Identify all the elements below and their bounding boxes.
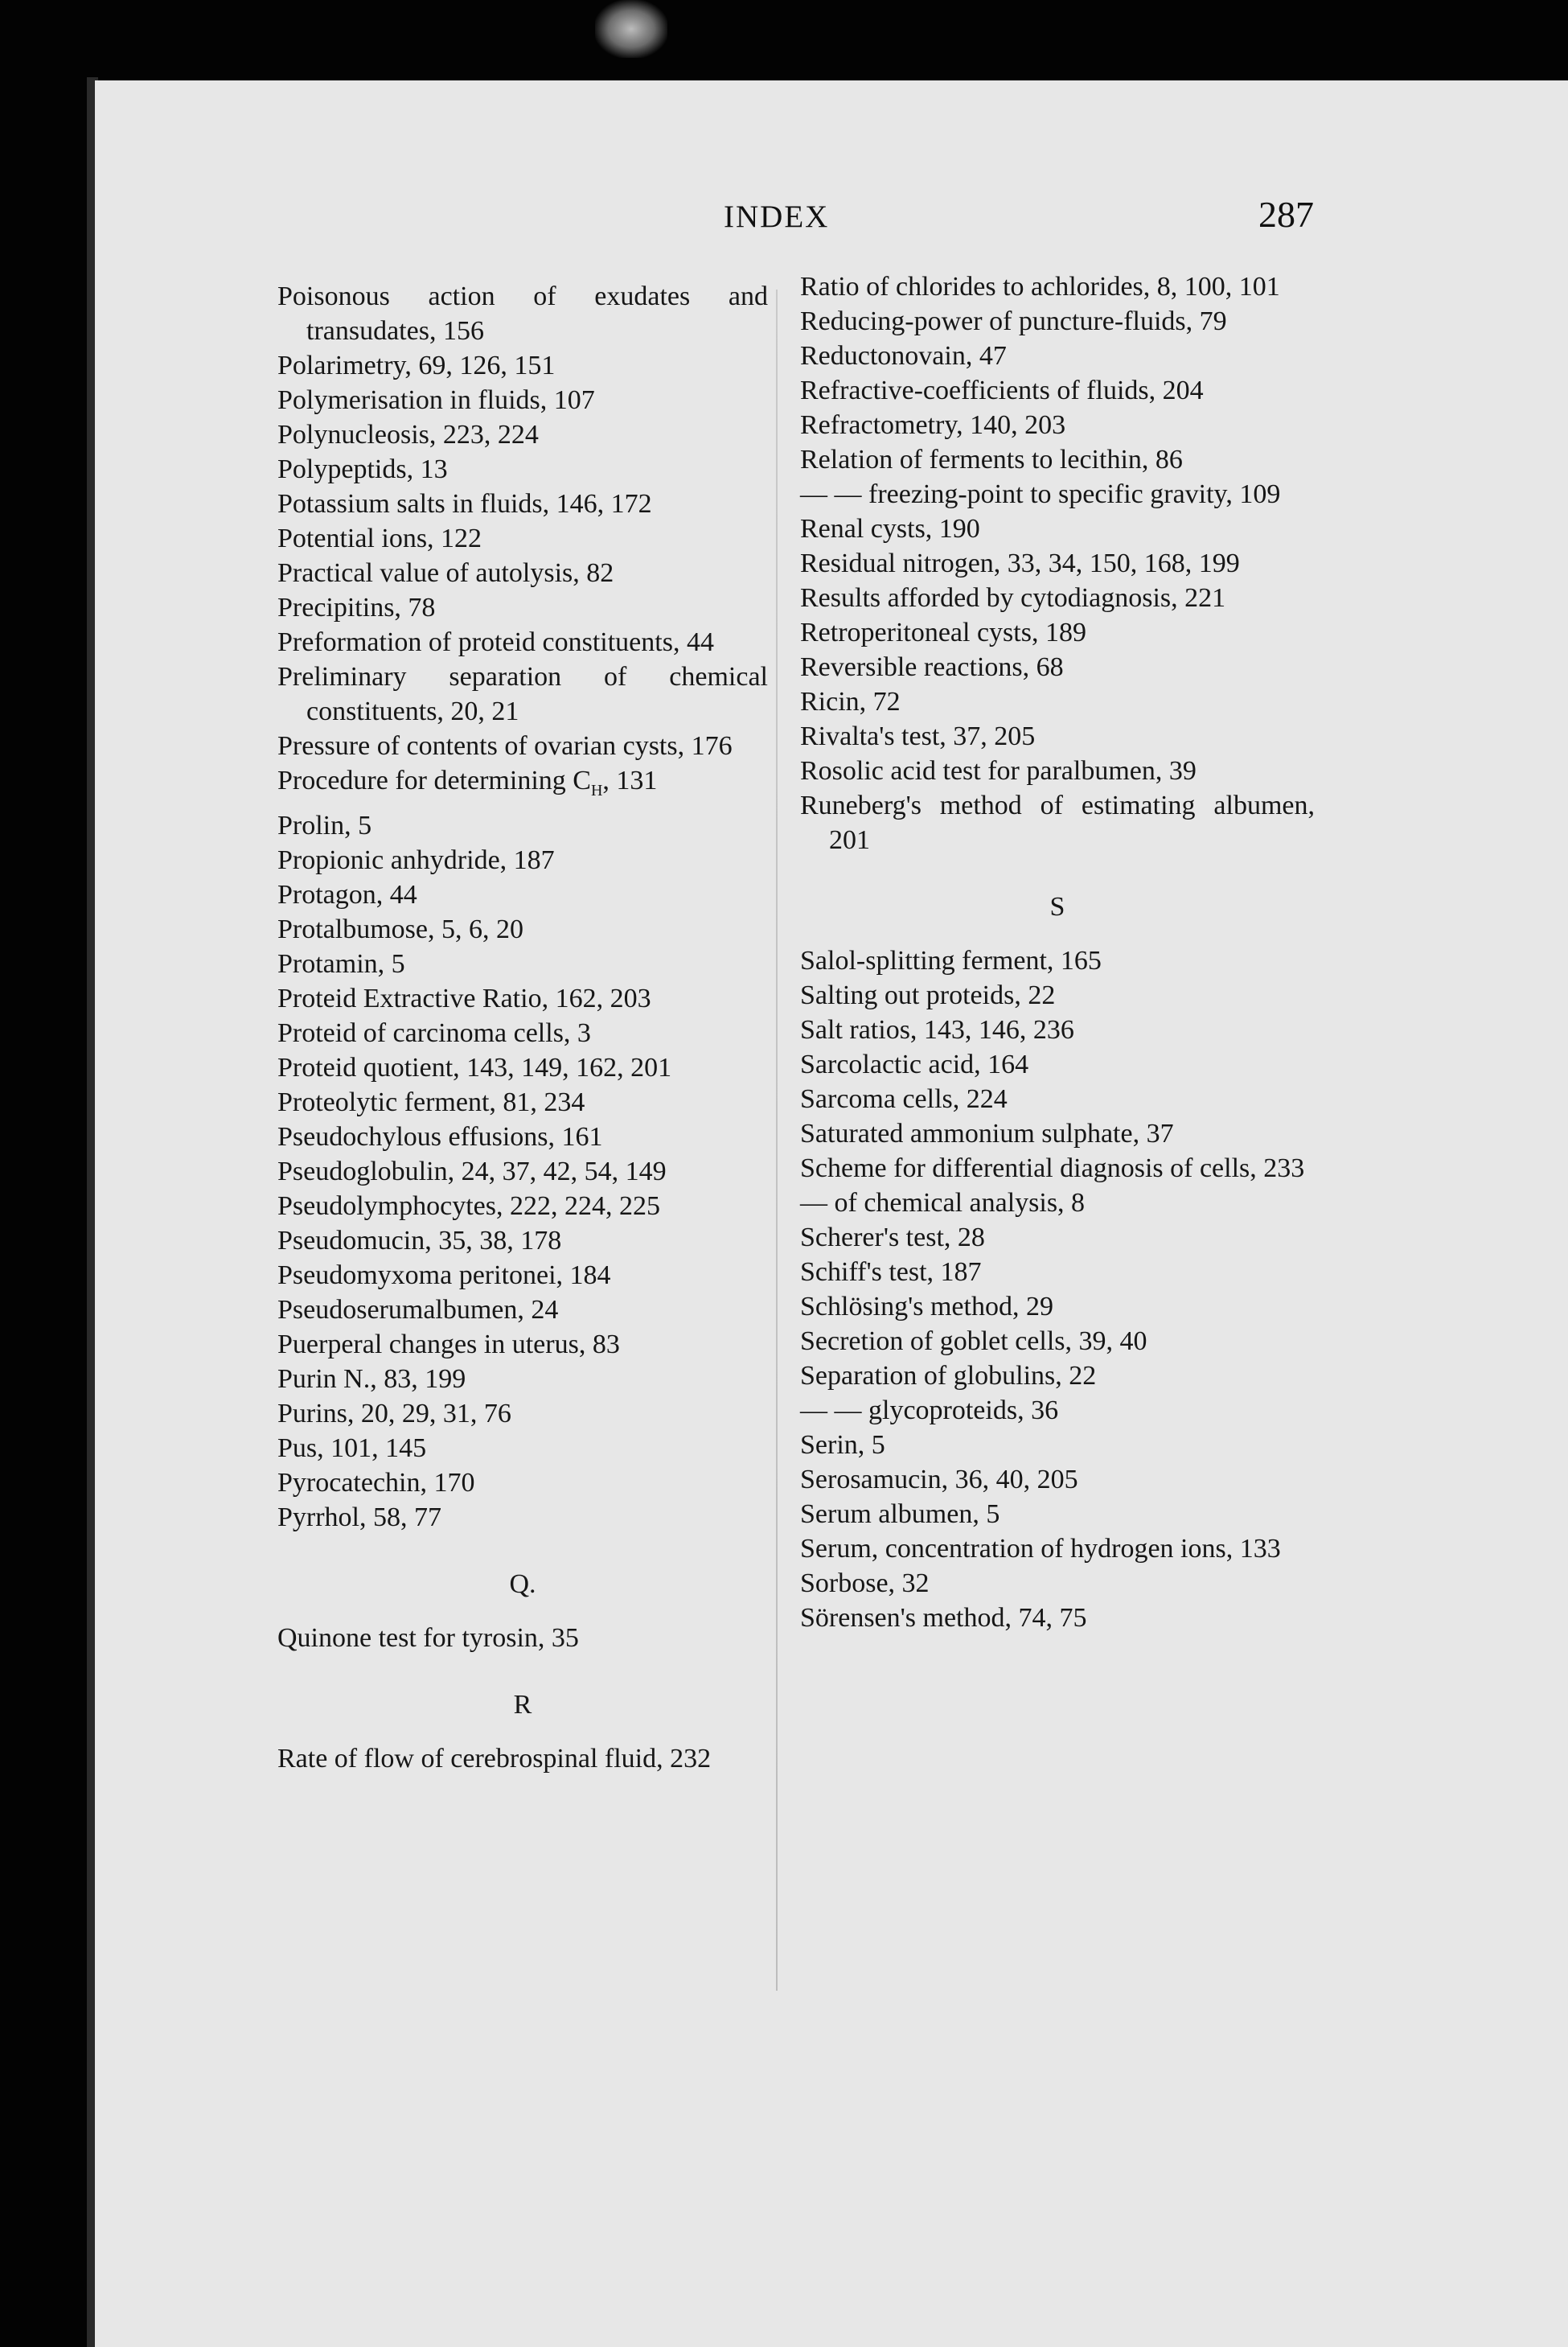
- index-entry: Serum albumen, 5: [800, 1499, 1000, 1529]
- index-entry: Sarcoma cells, 224: [800, 1084, 1008, 1114]
- index-entry: Pus, 101, 145: [277, 1432, 427, 1463]
- index-entry: Protalbumose, 5, 6, 20: [277, 914, 523, 944]
- index-entry: Polarimetry, 69, 126, 151: [277, 351, 556, 380]
- index-entry: Preliminary separation of chemical constituents, 20, 21: [277, 662, 768, 726]
- index-entry: Serum, concentration of hydrogen ions, 133: [800, 1534, 1281, 1564]
- index-entry: Reducing-power of puncture-fluids, 79: [800, 306, 1227, 336]
- index-entry: Practical value of autolysis, 82: [277, 558, 614, 588]
- index-entry: Salt ratios, 143, 146, 236: [800, 1015, 1074, 1045]
- index-entry: Residual nitrogen, 33, 34, 150, 168, 199: [800, 549, 1240, 578]
- index-entry: Saturated ammonium sulphate, 37: [800, 1119, 1174, 1149]
- index-entry: Scherer's test, 28: [800, 1223, 985, 1252]
- index-entry: Scheme for differential diagnosis of cells, 233: [800, 1153, 1305, 1183]
- index-entry: Results afforded by cytodiagnosis, 221: [800, 583, 1226, 613]
- index-entry: Potassium salts in fluids, 146, 172: [277, 489, 652, 519]
- index-entry: Salol-splitting ferment, 165: [800, 946, 1102, 976]
- left-column: [277, 279, 768, 1776]
- index-entry: Pseudochylous effusions, 161: [277, 1121, 603, 1152]
- index-entry: Schiff's test, 187: [800, 1257, 982, 1287]
- index-subentry: — — glycoproteids, 36: [800, 1395, 1059, 1425]
- index-entry: Sörensen's method, 74, 75: [800, 1603, 1087, 1633]
- page-number: 287: [1258, 194, 1314, 235]
- index-entry: Refractometry, 140, 203: [800, 410, 1066, 440]
- index-entry: Pseudoglobulin, 24, 37, 42, 54, 149: [277, 1156, 667, 1186]
- index-entry: Salting out proteids, 22: [800, 980, 1056, 1010]
- index-entry: Sorbose, 32: [800, 1568, 930, 1598]
- index-entry: Puerperal changes in uterus, 83: [277, 1329, 620, 1359]
- subscript-h: H: [590, 781, 603, 799]
- index-entry: Pyrocatechin, 170: [277, 1467, 475, 1498]
- index-entry: Relation of ferments to lecithin, 86: [800, 445, 1183, 475]
- index-entry: Proteid quotient, 143, 149, 162, 201: [277, 1052, 672, 1083]
- index-entry: Prolin, 5: [277, 810, 372, 841]
- index-entry: Potential ions, 122: [277, 524, 482, 553]
- index-entry: Secretion of goblet cells, 39, 40: [800, 1326, 1147, 1356]
- index-entry: Precipitins, 78: [277, 593, 436, 623]
- index-entry: Polymerisation in fluids, 107: [277, 385, 595, 415]
- index-entry: Runeberg's method of estimating albumen, 201: [800, 791, 1315, 855]
- index-entry: Protamin, 5: [277, 948, 405, 979]
- index-entry: Renal cysts, 190: [800, 514, 980, 544]
- index-entry: Pressure of contents of ovarian cysts, 176: [277, 731, 733, 761]
- index-entry: Reductonovain, 47: [800, 341, 1007, 371]
- section-letter-s: S: [1049, 892, 1065, 922]
- index-entry: Pyrrhol, 58, 77: [277, 1502, 441, 1532]
- index-entry: Protagon, 44: [277, 879, 417, 910]
- index-entry: Pseudoserumalbumen, 24: [277, 1294, 559, 1325]
- index-entry: Pseudolymphocytes, 222, 224, 225: [277, 1190, 660, 1221]
- index-entry: Refractive-coefficients of fluids, 204: [800, 376, 1204, 405]
- index-entry: Serosamucin, 36, 40, 205: [800, 1465, 1078, 1494]
- index-entry: Schlösing's method, 29: [800, 1292, 1053, 1321]
- index-entry: Ricin, 72: [800, 687, 901, 717]
- index-entry: Poisonous action of exudates and transudates, 156: [277, 282, 768, 346]
- index-entry: Purin N., 83, 199: [277, 1363, 466, 1394]
- section-letter-q: Q.: [509, 1568, 536, 1599]
- index-entry: Proteolytic ferment, 81, 234: [277, 1087, 585, 1117]
- index-subentry: — of chemical analysis, 8: [800, 1188, 1086, 1218]
- index-entry: Preformation of proteid constituents, 44: [277, 627, 714, 657]
- index-entry: Proteid of carcinoma cells, 3: [277, 1017, 591, 1048]
- index-entry: Propionic anhydride, 187: [277, 845, 555, 875]
- index-entry: Quinone test for tyrosin, 35: [277, 1622, 579, 1653]
- index-entry: Ratio of chlorides to achlorides, 8, 100, 101: [800, 272, 1280, 302]
- running-head: INDEX: [724, 199, 830, 234]
- column-divider: [776, 290, 778, 1991]
- index-entry: Rivalta's test, 37, 205: [800, 721, 1036, 751]
- scan-smudge: [595, 0, 667, 58]
- entry-text: Procedure for determining C: [277, 766, 591, 795]
- index-subentry: — — freezing-point to specific gravity, 109: [800, 479, 1281, 509]
- index-entry: Retroperitoneal cysts, 189: [800, 618, 1086, 647]
- index-entry: Reversible reactions, 68: [800, 652, 1064, 682]
- right-column: [800, 269, 1315, 1635]
- index-entry: Rosolic acid test for paralbumen, 39: [800, 756, 1197, 786]
- index-entry: Rate of flow of cerebrospinal fluid, 232: [277, 1743, 712, 1774]
- section-letter-r: R: [513, 1689, 532, 1720]
- index-entry: Pseudomyxoma peritonei, 184: [277, 1260, 611, 1290]
- index-entry: Pseudomucin, 35, 38, 178: [277, 1225, 562, 1256]
- index-entry: Proteid Extractive Ratio, 162, 203: [277, 983, 651, 1013]
- entry-pages: , 131: [602, 766, 658, 795]
- index-entry: Serin, 5: [800, 1430, 885, 1460]
- index-entry: Polynucleosis, 223, 224: [277, 420, 539, 450]
- index-entry: Separation of globulins, 22: [800, 1361, 1097, 1391]
- index-entry: [277, 763, 768, 808]
- index-entry: Polypeptids, 13: [277, 454, 448, 484]
- index-entry: Purins, 20, 29, 31, 76: [277, 1398, 511, 1428]
- index-entry: Sarcolactic acid, 164: [800, 1050, 1029, 1079]
